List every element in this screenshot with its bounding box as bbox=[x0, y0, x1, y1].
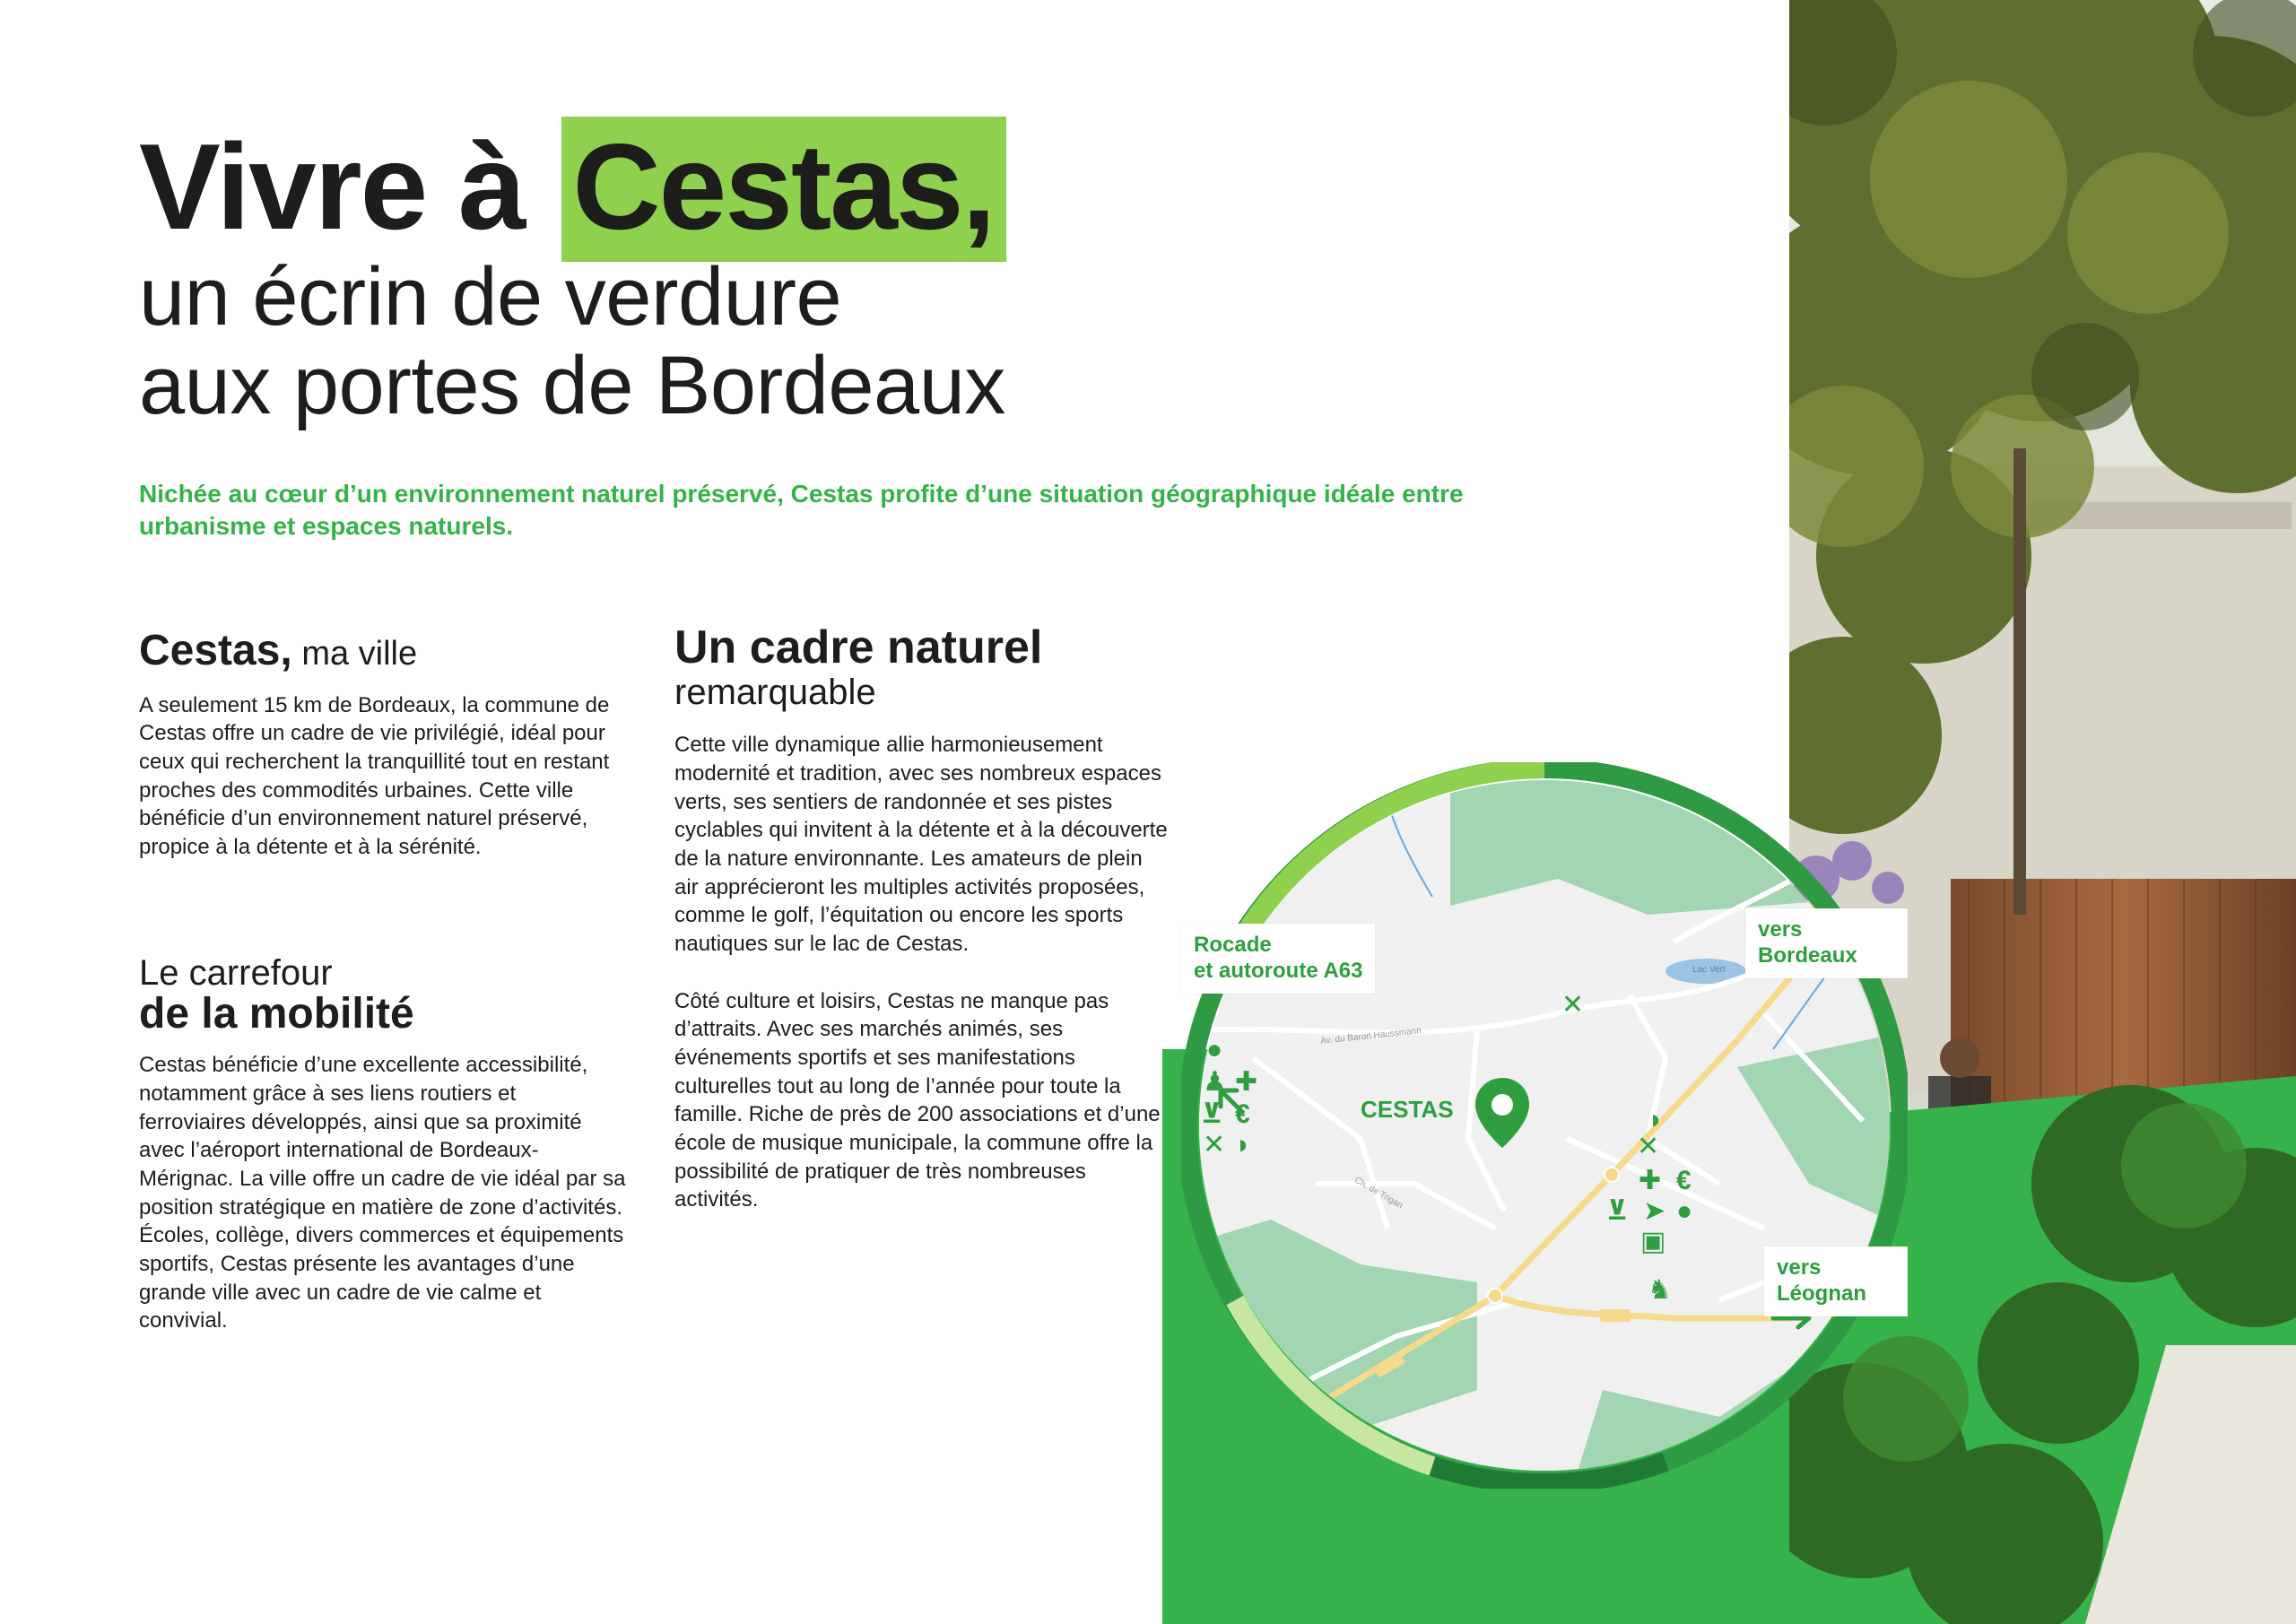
title-plain: Vivre à bbox=[139, 118, 557, 255]
pharmacy-icon: ✚ bbox=[1235, 1067, 1258, 1097]
school-bag-icon: ▣ bbox=[1640, 1227, 1666, 1256]
section-ville-title-regular: ma ville bbox=[291, 635, 418, 673]
section-ville-body: A seulement 15 km de Bordeaux, la commune de Cestas offre un cadre de vie privilégié, idéal pour ceux qui recherchent la tranquillité tout en restant proches des commodités urbaines. Cette ville bénéficie d’un environnement naturel préservé, propice à la détente et à la sérénité. bbox=[139, 692, 610, 860]
label-rocade-line1: Rocade bbox=[1194, 933, 1272, 957]
subtitle-line-1: un écrin de verdure bbox=[139, 251, 842, 343]
intro-paragraph: Nichée au cœur d’un environnement naturel préservé, Cestas profite d’une situation géographique idéale entre urbanisme et espaces naturels. bbox=[139, 480, 1464, 541]
bakery-icon-2: ◗ bbox=[1648, 1105, 1665, 1134]
shopping-cart-icon: ⊻ bbox=[1201, 1099, 1223, 1129]
doctor-icon: ♟ bbox=[1203, 1067, 1227, 1097]
section-cadre bbox=[674, 622, 1168, 1214]
sports-ball-icon-2: ● bbox=[1676, 1196, 1693, 1226]
bank-icon-2: € bbox=[1676, 1166, 1692, 1195]
section-cadre-title-line1: Un cadre naturel bbox=[674, 621, 1043, 673]
section-mobilite-body: Cestas bénéficie d’une excellente accessibilité, notamment grâce à ses liens routiers et ferroviaires développés, ainsi que sa proximité avec l’aéroport international de Bordeaux-Mérignac. La ville offre un cadre de vie idéal par sa position stratégique en matière de zone d’activités. Écoles, collège, divers commerces et équipements sportifs, Cestas présente les avantages d’une grande ville avec un cadre de vie calme et convivial. bbox=[139, 1053, 626, 1333]
pharmacy-icon-2: ✚ bbox=[1639, 1166, 1662, 1195]
page-subtitle bbox=[139, 253, 1005, 431]
section-cadre-body-1: Cette ville dynamique allie harmonieusement modernité et tradition, avec ses nombreux espaces verts, ses sentiers de randonnée et ses pistes cyclables qui invitent à la détente et à la découverte de la nature environnante. Les amateurs de plein air apprécieront les multiples activités proposées, comme le golf, l’équitation ou encore les sports nautiques sur le lac de Cestas. bbox=[674, 733, 1168, 956]
map-graphic bbox=[1181, 762, 1908, 1489]
road-label-baron: Av. du Baron Haussmann bbox=[1319, 1026, 1422, 1046]
horse-icon: ♞ bbox=[1648, 1275, 1672, 1305]
restaurant-icon-3: ✕ bbox=[1637, 1132, 1660, 1161]
label-vers-leognan: vers Léognan bbox=[1764, 1246, 1908, 1316]
section-mobilite-title-line2: de la mobilité bbox=[139, 990, 414, 1038]
shopping-cart-icon-2: ⊻ bbox=[1606, 1196, 1629, 1226]
location-map bbox=[1181, 762, 1908, 1489]
section-mobilite bbox=[139, 954, 628, 1335]
city-label: CESTAS bbox=[1361, 1096, 1454, 1123]
lake-label: Lac Vert bbox=[1692, 965, 1726, 975]
restaurant-icon: ✕ bbox=[1203, 1130, 1226, 1159]
page-title bbox=[139, 118, 1006, 255]
sports-ball-icon: ● bbox=[1206, 1035, 1223, 1064]
label-vers-bordeaux: vers Bordeaux bbox=[1745, 908, 1908, 978]
section-ville-title bbox=[139, 628, 628, 675]
road-label-trigan: Ch. de Trigan bbox=[1352, 1175, 1405, 1211]
label-rocade bbox=[1181, 924, 1375, 994]
bakery-icon: ◗ bbox=[1235, 1130, 1252, 1159]
section-cadre-title-line2: remarquable bbox=[674, 673, 876, 713]
restaurant-icon-2: ✕ bbox=[1561, 990, 1585, 1020]
label-rocade-line2: et autoroute A63 bbox=[1194, 958, 1363, 983]
title-highlight: Cestas, bbox=[561, 117, 1006, 262]
section-cadre-body-2: Côté culture et loisirs, Cestas ne manque pas d’attraits. Avec ses marchés animés, ses événements sportifs et ses manifestations culturelles tout au long de l’année pour toute la famille. Riche de près de 200 associations et d’une école de musique municipale, la commune offre la possibilité de pratiquer de très nombreuses activités. bbox=[674, 988, 1161, 1212]
bank-icon: € bbox=[1235, 1099, 1250, 1129]
section-ville bbox=[139, 628, 628, 862]
train-icon: ➤ bbox=[1643, 1196, 1666, 1226]
section-ville-title-bold: Cestas, bbox=[139, 627, 292, 674]
subtitle-line-2: aux portes de Bordeaux bbox=[139, 340, 1005, 432]
section-mobilite-title-line1: Le carrefour bbox=[139, 953, 333, 993]
